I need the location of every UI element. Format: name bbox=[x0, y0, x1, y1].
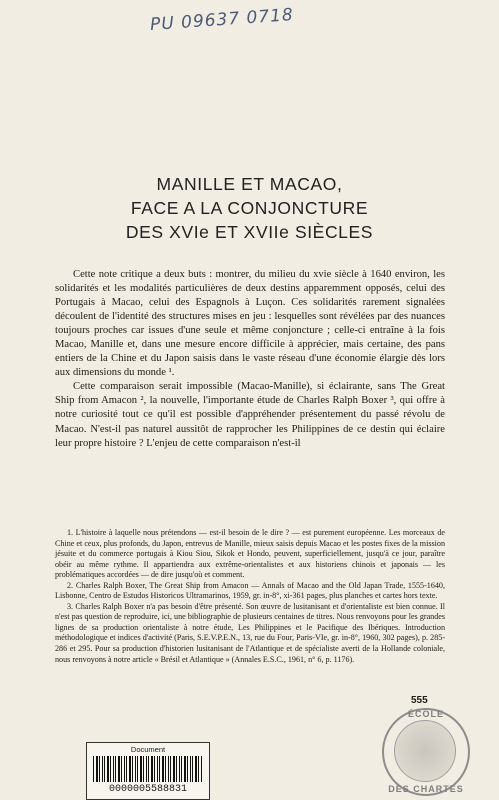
title-line-3: DES XVIe ET XVIIe SIÈCLES bbox=[125, 222, 374, 242]
footnote-2: 2. Charles Ralph Boxer, The Great Ship from Amacon — Annals of Macao and the Old Japan Trade, 1555-1640, Lisbonne, Centro de Estudos Historicos Ultramarinos, 1959, gr. in-8°, xi-361 pages, plus planches et cartes hors texte. bbox=[55, 580, 445, 601]
footnote-3: 3. Charles Ralph Boxer n'a pas besoin d'être présenté. Son œuvre de lusitanisant et d'orientaliste est bien connue. Il n'est pas question de reproduire, ici, une bibliographie de plusieurs centaines de titres. Nous renvoyons pour les grandes lignes de sa production orientaliste à notre étude, Les Philippines et le Pacifique des Ibériques. Introduction méthodologique et indices d'activité (Paris, S.E.V.P.E.N., 13, rue du Four, Paris-VIe, gr. in-8°, 1960, 302 pages), p. 285-286 et 295. Pour sa production d'historien lusitanisant de l'Atlantique et de spécialiste averti de la Hollande coloniale, nous renvoyons à notre article « Brésil et Atlantique » (Annales E.S.C., 1961, n° 6, p. 1176). bbox=[55, 601, 445, 664]
page-number: 555 bbox=[411, 695, 428, 706]
article-title bbox=[0, 172, 499, 244]
footnotes bbox=[55, 528, 445, 665]
stamp-top-text: ÉCOLE bbox=[407, 709, 444, 719]
barcode-number: 0000005588831 bbox=[108, 784, 187, 795]
title-line-2: FACE A LA CONJONCTURE bbox=[130, 198, 369, 218]
barcode-title: Document bbox=[130, 745, 166, 754]
body-paragraph-1: Cette note critique a deux buts : montrer, du milieu du xvie siècle à 1640 environ, les solidarités et les modalités particulières de deux destins apparemment opposés, celui des Portugais à Macao, celui des Espagnols à Luçon. Ces solidarités rarement signalées découlent de l'identité des structures mises en jeu : lesquelles sont révélées par des nuances toujours proches car issues d'une seule et même conjoncture ; celle-ci entraîne à la fois Macao, Manille et, dans une mesure encore difficile à apprécier, mais certaine, des pans entiers de la Chine et du Japon saisis dans le vaste réseau d'une économie élargie dès lors aux dimensions du monde ¹. bbox=[55, 269, 445, 379]
stamp-bottom-text: DES CHARTES bbox=[388, 784, 464, 794]
barcode-label-box bbox=[86, 742, 210, 800]
title-line-1: MANILLE ET MACAO, bbox=[156, 174, 343, 194]
stamp-seal-icon bbox=[394, 720, 456, 782]
body-text bbox=[55, 268, 445, 451]
barcode-icon bbox=[93, 756, 203, 782]
body-paragraph-2: Cette comparaison serait impossible (Macao-Manille), si éclairante, sans The Great Ship from Amacon ², la nouvelle, l'importante étude de Charles Ralph Boxer ³, qui offre à notre curiosité tout ce qu'il est possible d'appréhender présentement du passé révolu de Macao. N'est-il pas naturel aussitôt de rapprocher les Philippines de ce destin qui éclaire leur propre histoire ? L'enjeu de cette comparaison n'est-il bbox=[55, 381, 445, 449]
library-stamp bbox=[382, 708, 470, 796]
footnote-1: 1. L'histoire à laquelle nous prétendons — est-il besoin de le dire ? — est purement européenne. Les morceaux de Chine et ceux, plus profonds, du Japon, entrevus de Manille, mieux saisis depuis Macao et les postes fixes de la mission jésuite et du commerce portugais à Kiou Siou, Sikok et Hondo, peuvent, superficiellement, jusqu'à ce jour, paraître obéir au même rythme. Il appartiendra aux extrême-orientalistes et aux historiens chinois et japonais — les problématiques accordées — de dire jusqu'où et comment. bbox=[55, 528, 445, 580]
handwritten-reference: PU 09637 0718 bbox=[149, 5, 295, 35]
